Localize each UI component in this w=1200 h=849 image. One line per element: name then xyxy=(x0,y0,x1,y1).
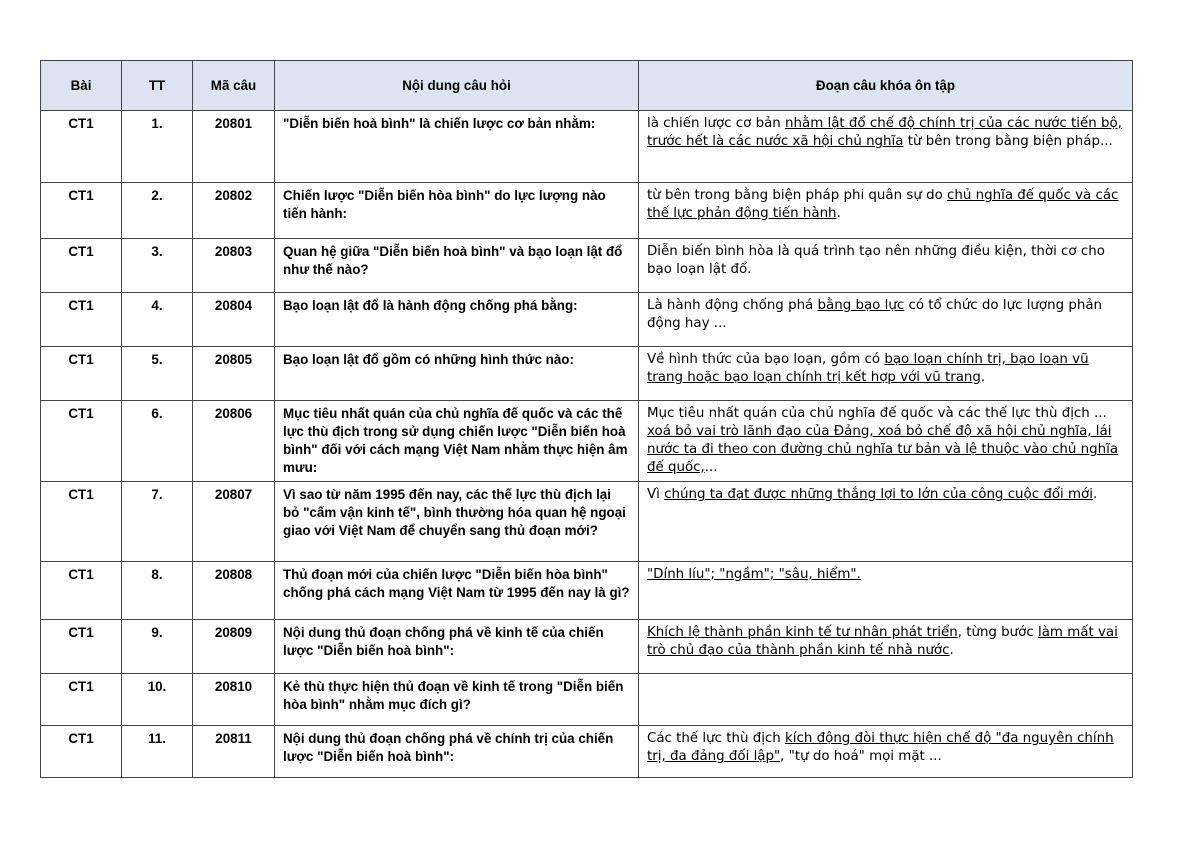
table-row xyxy=(41,674,1133,726)
key-phrase: Khích lệ thành phần kinh tế tư nhân phát triển xyxy=(647,625,958,640)
cell-bai: CT1 xyxy=(41,239,122,293)
text-segment: . xyxy=(949,643,954,658)
key-phrase: bằng bạo lực xyxy=(817,298,905,313)
cell-tt: 6. xyxy=(122,401,193,482)
text-segment: từ bên trong bằng biện pháp phi quân sự do xyxy=(647,188,948,203)
key-phrase: chúng ta đạt được những thắng lợi to lớn của công cuộc đổi mới xyxy=(664,487,1093,502)
cell-bai: CT1 xyxy=(41,293,122,347)
cell-doan-cau xyxy=(639,239,1133,293)
cell-tt: 10. xyxy=(122,674,193,726)
text-segment: . xyxy=(1092,487,1098,502)
cell-ma-cau: 20807 xyxy=(193,482,275,562)
cell-ma-cau: 20803 xyxy=(193,239,275,293)
table-row xyxy=(41,347,1133,401)
cell-noi-dung: Quan hệ giữa "Diễn biến hoà bình" và bạo loạn lật đổ như thế nào? xyxy=(275,239,639,293)
text-segment: . xyxy=(836,206,841,221)
table-row xyxy=(41,293,1133,347)
table-row xyxy=(41,183,1133,239)
question-table xyxy=(40,60,1133,778)
header-ma-cau: Mã câu xyxy=(193,61,275,111)
cell-tt: 3. xyxy=(122,239,193,293)
table-row xyxy=(41,620,1133,674)
cell-ma-cau: 20810 xyxy=(193,674,275,726)
cell-bai: CT1 xyxy=(41,482,122,562)
cell-noi-dung: Nội dung thủ đoạn chống phá về kinh tế của chiến lược "Diễn biến hoà bình": xyxy=(275,620,639,674)
table-row xyxy=(41,239,1133,293)
cell-noi-dung: Bạo loạn lật đổ gồm có những hình thức nào: xyxy=(275,347,639,401)
cell-bai: CT1 xyxy=(41,183,122,239)
cell-doan-cau xyxy=(639,401,1133,482)
cell-doan-cau xyxy=(639,293,1133,347)
cell-noi-dung: Mục tiêu nhất quán của chủ nghĩa đế quốc và các thế lực thù địch trong sử dụng chiến lược "Diễn biến hoà bình" đối với cách mạng Việt Nam nhằm thực hiện âm mưu: xyxy=(275,401,639,482)
text-segment: , từng bước xyxy=(957,625,1038,640)
cell-tt: 5. xyxy=(122,347,193,401)
cell-noi-dung: Chiến lược "Diễn biến hòa bình" do lực lượng nào tiến hành: xyxy=(275,183,639,239)
text-segment: ... xyxy=(704,460,718,475)
cell-noi-dung: Kẻ thù thực hiện thủ đoạn về kinh tế trong "Diễn biến hòa bình" nhằm mục đích gì? xyxy=(275,674,639,726)
cell-bai: CT1 xyxy=(41,347,122,401)
header-tt: TT xyxy=(122,61,193,111)
cell-tt: 8. xyxy=(122,562,193,620)
cell-bai: CT1 xyxy=(41,562,122,620)
cell-ma-cau: 20811 xyxy=(193,726,275,778)
header-row xyxy=(41,61,1133,111)
key-phrase: chủ nghĩa đế quốc và các thế lực phản động tiến hành xyxy=(647,188,1119,221)
cell-ma-cau: 20809 xyxy=(193,620,275,674)
key-phrase: làm mất vai trò chủ đạo của thành phần kinh tế nhà nước xyxy=(647,625,1118,658)
text-segment: có tổ chức do lực lượng phản động hay ... xyxy=(647,298,1103,331)
cell-ma-cau: 20801 xyxy=(193,111,275,183)
text-segment: , "tự do hoá" mọi mặt ... xyxy=(780,749,942,764)
table-row xyxy=(41,482,1133,562)
cell-doan-cau xyxy=(639,674,1133,726)
text-segment: Các thế lực thù địch xyxy=(647,731,786,746)
cell-tt: 4. xyxy=(122,293,193,347)
cell-bai: CT1 xyxy=(41,620,122,674)
cell-doan-cau xyxy=(639,620,1133,674)
text-segment: Vì xyxy=(647,487,665,502)
table-row xyxy=(41,562,1133,620)
text-segment: Diễn biến bình hòa là quá trình tạo nên những điều kiện, thời cơ cho bạo loạn lật đổ. xyxy=(647,244,1105,277)
cell-tt: 11. xyxy=(122,726,193,778)
text-segment: . xyxy=(980,370,986,385)
header-bai: Bài xyxy=(41,61,122,111)
key-phrase: xoá bỏ vai trò lãnh đạo của Đảng, xoá bỏ chế độ xã hội chủ nghĩa, lái nước ta đi theo con đường chủ nghĩa tư bản và lệ thuộc vào chủ nghĩa đế quốc, xyxy=(647,424,1119,475)
text-segment: Mục tiêu nhất quán của chủ nghĩa đế quốc và các thế lực thù địch ... xyxy=(647,406,1107,421)
cell-doan-cau xyxy=(639,482,1133,562)
cell-tt: 7. xyxy=(122,482,193,562)
cell-ma-cau: 20808 xyxy=(193,562,275,620)
cell-tt: 1. xyxy=(122,111,193,183)
cell-bai: CT1 xyxy=(41,401,122,482)
key-phrase: nhằm lật đổ chế độ chính trị của các nước tiến bộ, trước hết là các nước xã hội chủ nghĩa xyxy=(647,116,1122,149)
cell-bai: CT1 xyxy=(41,726,122,778)
cell-tt: 9. xyxy=(122,620,193,674)
cell-ma-cau: 20805 xyxy=(193,347,275,401)
cell-noi-dung: Bạo loạn lật đổ là hành động chống phá bằng: xyxy=(275,293,639,347)
key-phrase: bạo loạn chính trị, bạo loạn vũ trang hoặc bạo loạn chính trị kết hợp với vũ trang xyxy=(647,352,1089,385)
key-phrase: kích động đòi thực hiện chế độ "đa nguyên chính trị, đa đảng đối lập" xyxy=(647,731,1114,764)
table-row xyxy=(41,401,1133,482)
cell-bai: CT1 xyxy=(41,674,122,726)
cell-noi-dung: Nội dung thủ đoạn chống phá về chính trị của chiến lược "Diễn biến hoà bình": xyxy=(275,726,639,778)
text-segment: là chiến lược cơ bản xyxy=(647,116,786,131)
cell-ma-cau: 20802 xyxy=(193,183,275,239)
cell-ma-cau: 20804 xyxy=(193,293,275,347)
cell-doan-cau xyxy=(639,183,1133,239)
cell-noi-dung: Vì sao từ năm 1995 đến nay, các thế lực thù địch lại bỏ "cấm vận kinh tế", bình thường hóa quan hệ ngoại giao với Việt Nam để chuyển sang thủ đoạn mới? xyxy=(275,482,639,562)
key-phrase: "Dính líu"; "ngầm"; "sâu, hiểm". xyxy=(647,567,861,582)
table-row xyxy=(41,726,1133,778)
header-noi-dung: Nội dung câu hỏi xyxy=(275,61,639,111)
cell-doan-cau xyxy=(639,726,1133,778)
table-row xyxy=(41,111,1133,183)
text-segment: từ bên trong bằng biện pháp... xyxy=(903,134,1113,149)
cell-noi-dung: Thủ đoạn mới của chiến lược "Diễn biến hòa bình" chống phá cách mạng Việt Nam từ 1995 đến nay là gì? xyxy=(275,562,639,620)
cell-ma-cau: 20806 xyxy=(193,401,275,482)
text-segment: Về hình thức của bạo loạn, gồm có xyxy=(647,352,885,367)
cell-tt: 2. xyxy=(122,183,193,239)
cell-doan-cau xyxy=(639,347,1133,401)
table-header xyxy=(41,61,1133,111)
cell-bai: CT1 xyxy=(41,111,122,183)
cell-noi-dung: "Diễn biến hoà bình" là chiến lược cơ bản nhằm: xyxy=(275,111,639,183)
cell-doan-cau xyxy=(639,562,1133,620)
table-body xyxy=(41,111,1133,778)
cell-doan-cau xyxy=(639,111,1133,183)
text-segment: Là hành động chống phá xyxy=(647,298,818,313)
document-page xyxy=(40,60,1132,778)
header-doan-cau: Đoạn câu khóa ôn tập xyxy=(639,61,1133,111)
